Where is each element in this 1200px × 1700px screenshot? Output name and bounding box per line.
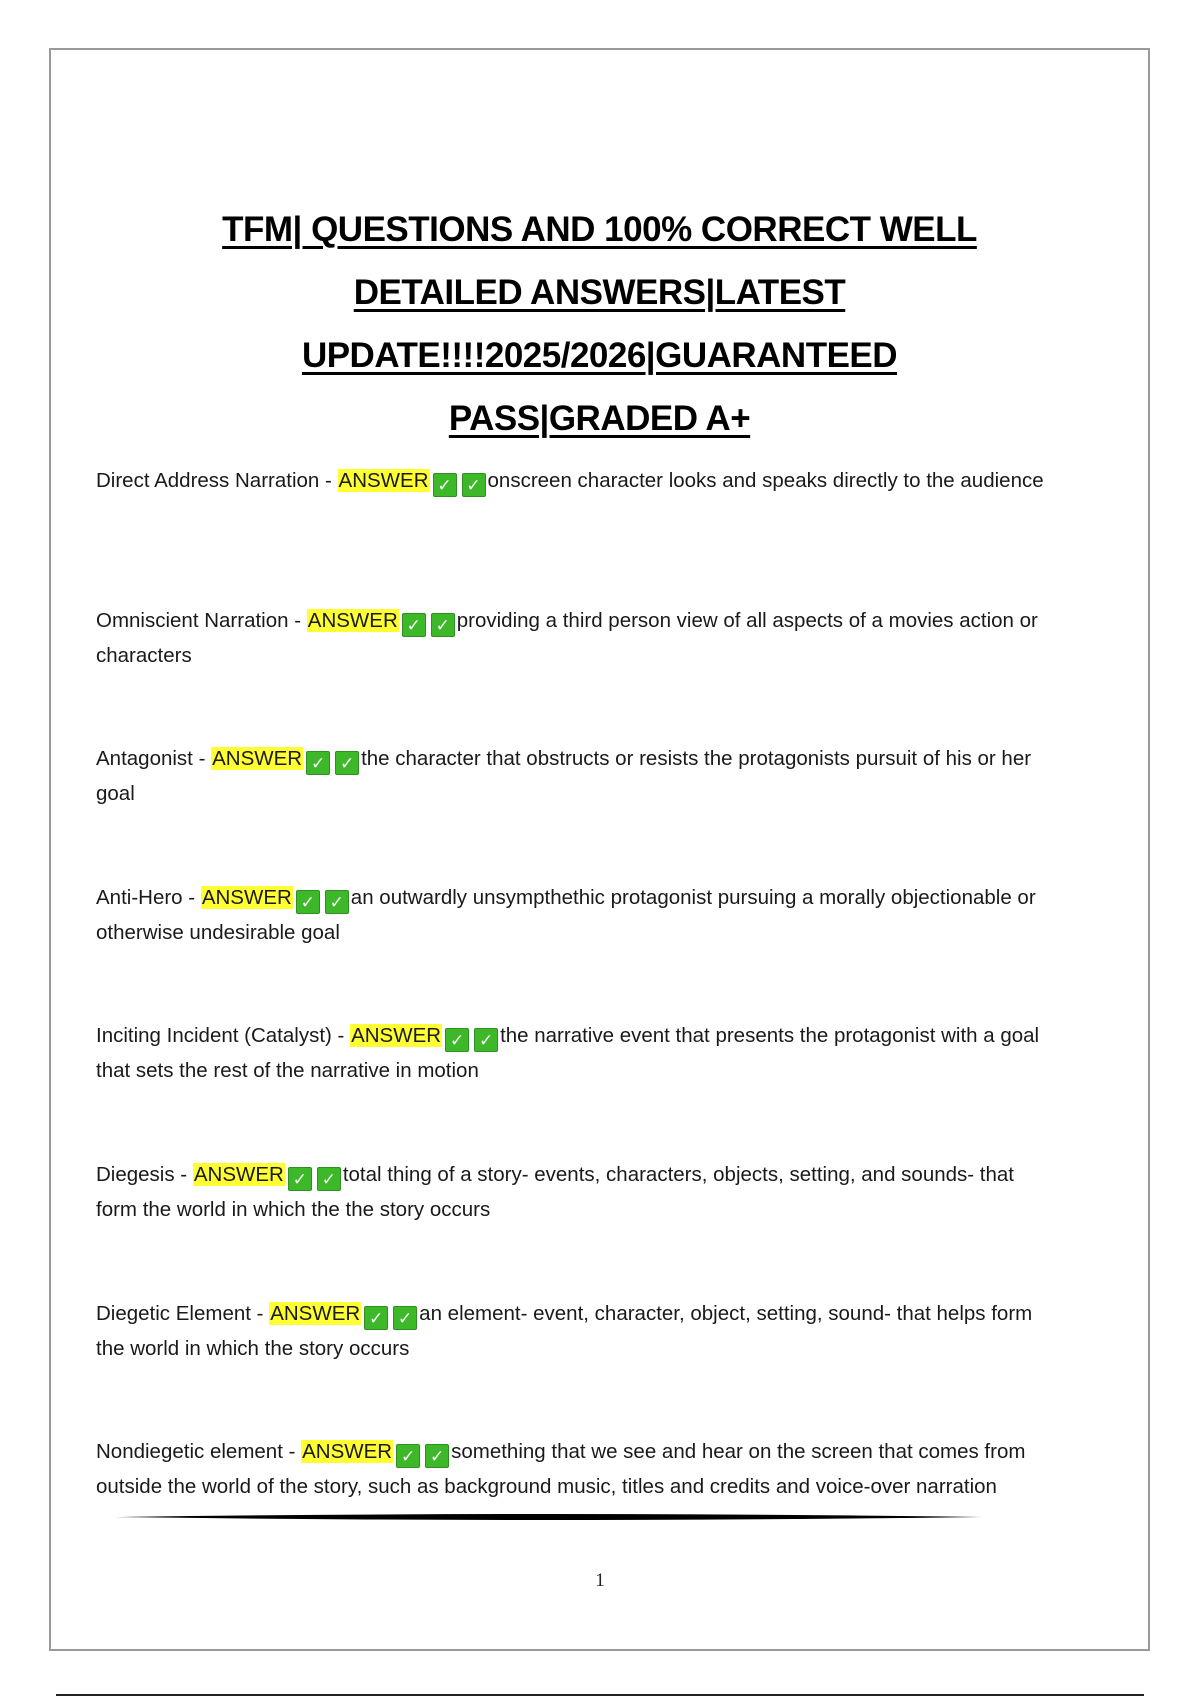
qa-item [96,603,1056,673]
qa-answer: something that we see and hear on the screen that comes from outside the world of the story, such as background music, titles and credits and voice-over narration [96,1440,1026,1498]
answer-label: ANSWER [351,1024,442,1047]
check-box-icon: ✓ [325,890,349,914]
next-page-edge [56,1694,1144,1696]
check-box-icon: ✓ [462,473,486,497]
qa-item [96,741,1056,811]
check-box-icon: ✓ [393,1306,417,1330]
qa-term: Inciting Incident (Catalyst) - [96,1024,351,1047]
answer-label: ANSWER [201,886,292,909]
qa-term: Nondiegetic element - [96,1440,302,1463]
title-line: UPDATE!!!!2025/2026|GUARANTEED [301,336,898,375]
title-line: TFM| QUESTIONS AND 100% CORRECT WELL [222,210,977,249]
check-box-icon: ✓ [402,613,426,637]
qa-term: Anti-Hero - [96,886,201,909]
document-page [49,48,1150,1651]
qa-term: Direct Address Narration - [96,469,338,492]
check-box-icon: ✓ [433,473,457,497]
qa-term: Antagonist - [96,747,212,770]
qa-term: Diegesis - [96,1163,193,1186]
qa-item [96,463,1056,498]
document-title [51,198,1148,450]
answer-label: ANSWER [212,747,303,770]
qa-answer: the narrative event that presents the protagonist with a goal that sets the rest of the narrative in motion [96,1024,1040,1082]
qa-term: Diegetic Element - [96,1302,270,1325]
qa-answer: an element- event, character, object, setting, sound- that helps form the world in which the story occurs [96,1302,1033,1360]
check-box-icon: ✓ [431,613,455,637]
answer-label: ANSWER [270,1302,361,1325]
check-box-icon: ✓ [396,1444,420,1468]
answer-label: ANSWER [193,1163,284,1186]
check-box-icon: ✓ [317,1167,341,1191]
check-box-icon: ✓ [364,1306,388,1330]
qa-answer: total thing of a story- events, characters, objects, setting, and sounds- that form the world in which the the story occurs [96,1163,1014,1221]
title-line: DETAILED ANSWERS|LATEST [353,273,846,312]
qa-item [96,1296,1056,1366]
qa-item [96,1434,1056,1504]
check-box-icon: ✓ [445,1028,469,1052]
qa-answer: onscreen character looks and speaks directly to the audience [487,469,1044,492]
qa-term: Omniscient Narration - [96,609,307,632]
answer-label: ANSWER [338,469,429,492]
qa-item [96,880,1056,950]
answer-label: ANSWER [302,1440,393,1463]
qa-answer: providing a third person view of all aspects of a movies action or characters [96,609,1038,667]
check-box-icon: ✓ [296,890,320,914]
qa-item [96,1018,1056,1088]
qa-answer: an outwardly unsympthethic protagonist pursuing a morally objectionable or otherwise undesirable goal [96,886,1036,944]
check-box-icon: ✓ [425,1444,449,1468]
qa-answer: the character that obstructs or resists the protagonists pursuit of his or her goal [96,747,1032,805]
answer-label: ANSWER [307,609,398,632]
check-box-icon: ✓ [335,751,359,775]
check-box-icon: ✓ [288,1167,312,1191]
page-number: 1 [595,1570,605,1591]
title-line: PASS|GRADED A+ [448,399,751,438]
check-box-icon: ✓ [306,751,330,775]
check-box-icon: ✓ [474,1028,498,1052]
qa-item [96,1157,1056,1227]
